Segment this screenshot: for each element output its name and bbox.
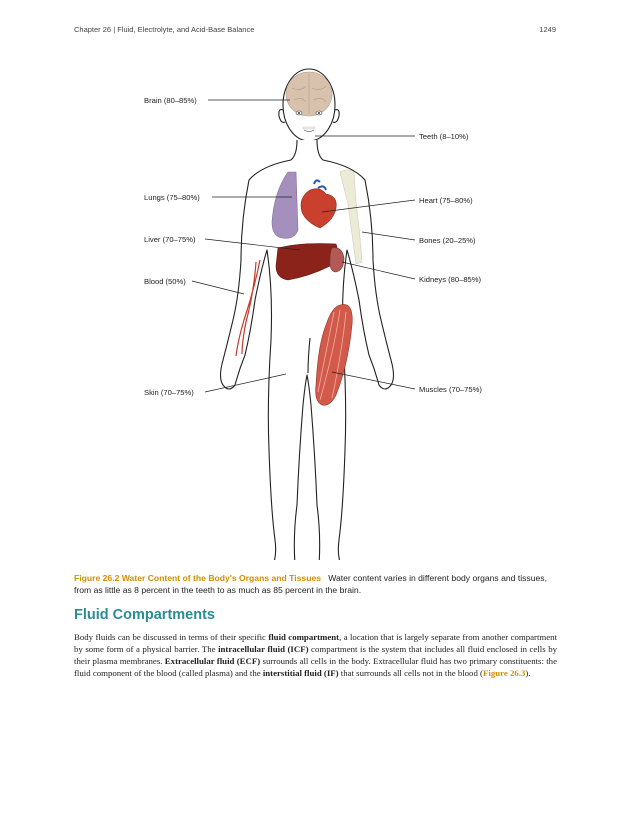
figure-reference-link[interactable]: Figure 26.3 bbox=[483, 668, 526, 679]
body-paragraph: Body fluids can be discussed in terms of their specific fluid compartment, a location that is largely separate from another compartment by some form of a physical barrier. The intracellular fluid (ICF) compartment is the system that includes all fluid enclosed in cells by their plasma membranes. Extracellular fluid (ECF) surrounds all cells in the body. Extracellular fluid has two primary constituents: the fluid component of the blood (called plasma) and the interstitial fluid (IF) that surrounds all cells not in the blood (Figure 26.3). bbox=[74, 632, 557, 679]
label-blood: Blood (50%) bbox=[144, 277, 186, 286]
term-fluid-compartment: fluid compartment bbox=[268, 632, 340, 642]
label-lungs: Lungs (75–80%) bbox=[144, 193, 200, 202]
running-header-chapter: Chapter 26 | Fluid, Electrolyte, and Acid-Base Balance bbox=[74, 25, 255, 34]
term-ecf: Extracellular fluid (ECF) bbox=[164, 656, 261, 667]
label-skin: Skin (70–75%) bbox=[144, 388, 194, 397]
figure-caption-text: Water content varies in different body organs and tissues, from as little as 8 percent in the teeth to as much as 85 percent in the brain. bbox=[74, 573, 547, 595]
label-liver: Liver (70–75%) bbox=[144, 235, 196, 244]
label-brain: Brain (80–85%) bbox=[144, 96, 197, 105]
term-icf: intracellular fluid (ICF) bbox=[218, 644, 309, 655]
body-outline bbox=[221, 69, 394, 560]
label-muscles: Muscles (70–75%) bbox=[419, 385, 482, 394]
term-if: interstitial fluid (IF) bbox=[262, 668, 339, 679]
section-title: Fluid Compartments bbox=[74, 607, 215, 623]
label-heart: Heart (75–80%) bbox=[419, 196, 473, 205]
figure-caption-title: Figure 26.2 Water Content of the Body's Organs and Tissues bbox=[74, 573, 322, 583]
page-number: 1249 bbox=[539, 25, 556, 34]
figure-caption bbox=[74, 572, 557, 596]
label-bones: Bones (20–25%) bbox=[419, 236, 476, 245]
label-teeth: Teeth (8–10%) bbox=[419, 132, 469, 141]
label-kidneys: Kidneys (80–85%) bbox=[419, 275, 482, 284]
